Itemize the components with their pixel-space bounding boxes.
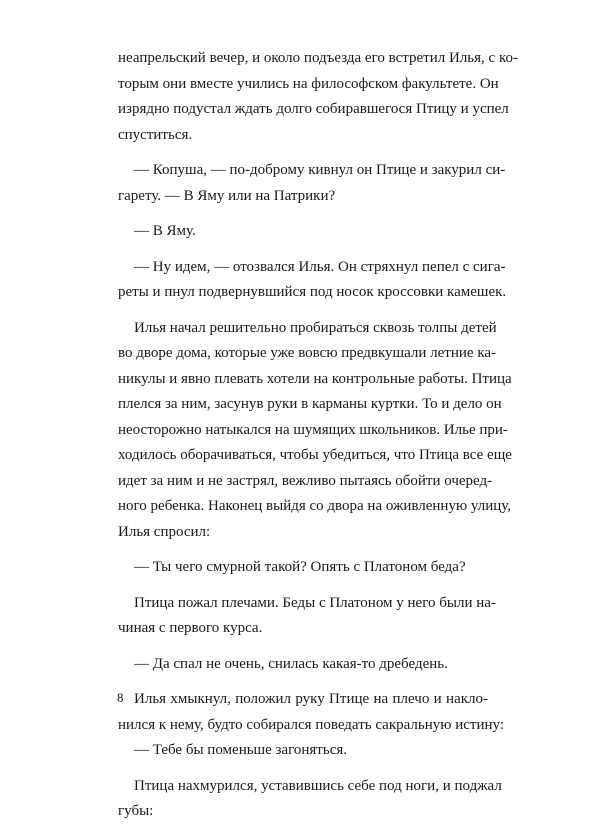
text-line: ходилось оборачиваться, чтобы убедиться, что Птица все еще — [118, 447, 512, 463]
paragraph-first-line: Илья начал решительно пробираться сквозь толпы детей — [134, 319, 497, 336]
dialogue-line: — Тебе бы поменьше загоняться. — [134, 742, 348, 758]
text-line: торым они вместе учились на философском факультете. Он — [118, 75, 499, 92]
text-line: губы: — [118, 803, 154, 819]
text-line: гарету. — В Яму или на Патрики? — [118, 187, 336, 204]
text-line: во дворе дома, которые уже вовсю предвкушали летние ка- — [118, 345, 497, 361]
body-text — [118, 46, 518, 825]
dialogue-line: — Да спал не очень, снилась какая-то дребедень. — [134, 655, 448, 672]
text-line: Илья спросил: — [118, 523, 211, 540]
text-line: нился к нему, будто собирался поведать сакральную истину: — [118, 716, 504, 733]
text-line: реты и пнул подвернувшийся под носок кроссовки камешек. — [118, 284, 507, 300]
text-line: никулы и явно плевать хотели на контрольные работы. Птица — [118, 370, 512, 387]
text-line: спуститься. — [118, 126, 193, 143]
paragraph-first-line: Илья хмыкнул, положил руку Птице на плечо и накло- — [134, 691, 488, 707]
dialogue-line: — Ну идем, — отозвался Илья. Он стряхнул пепел с сига- — [134, 258, 506, 275]
paragraph-first-line: Птица нахмурился, уставившись себе под ноги, и поджал — [134, 777, 502, 794]
page-number: 8 — [117, 690, 124, 705]
text-line: плелся за ним, засунув руки в карманы куртки. То и дело он — [118, 396, 502, 412]
dialogue-line: — В Яму. — [134, 223, 196, 239]
dialogue-line: — Копуша, — по-доброму кивнул он Птице и закурил си- — [134, 162, 506, 178]
text-line: неапрельский вечер, и около подъезда его встретил Илья, с ко- — [118, 50, 518, 66]
text-line: чиная с первого курса. — [118, 620, 263, 636]
text-line: идет за ним и не застрял, вежливо пытаясь обойти очеред- — [118, 472, 493, 489]
dialogue-line: — Ты чего смурной такой? Опять с Платоном беда? — [134, 559, 466, 575]
paragraph-first-line: Птица пожал плечами. Беды с Платоном у него были на- — [134, 594, 496, 611]
text-line: ного ребенка. Наконец выйдя со двора на оживленную улицу, — [118, 498, 512, 514]
text-line: изрядно подустал ждать долго собиравшегося Птицу и успел — [118, 101, 509, 117]
text-line: неосторожно натыкался на шумящих школьников. Илье при- — [118, 421, 508, 438]
